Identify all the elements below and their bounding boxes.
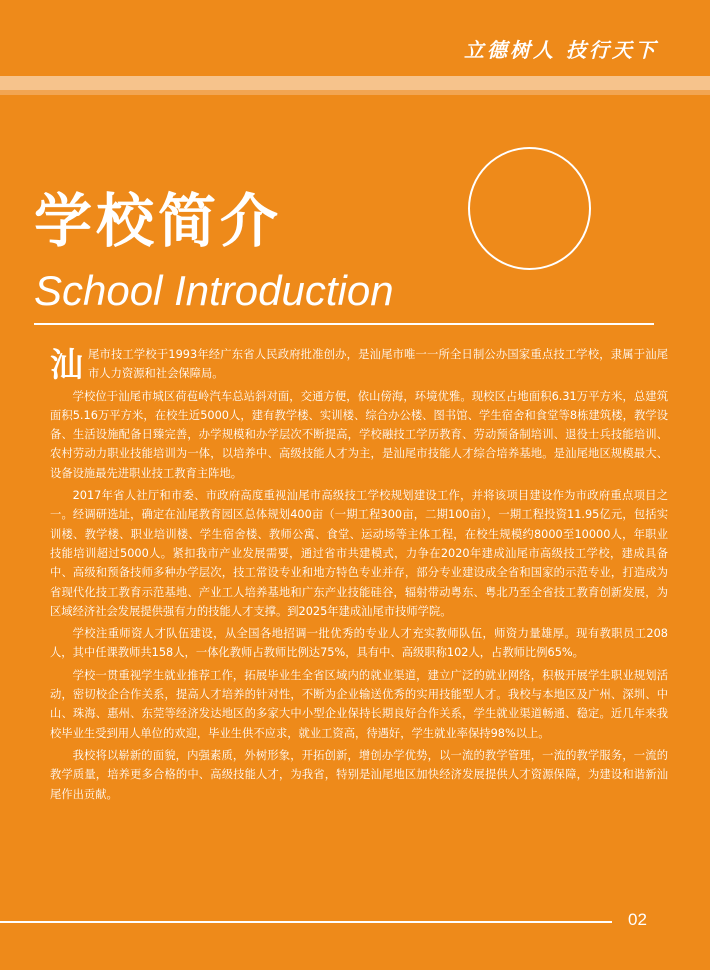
- paragraph-intro: [50, 345, 668, 384]
- paragraph-faculty: 学校注重师资人才队伍建设，从全国各地招调一批优秀的专业人才充实教师队伍，师资力量雄厚。现有教职员工208人，其中任课教师共158人，一体化教师占教师比例达75%，具有中、高级职称102人，占教师比例65%。: [50, 627, 668, 660]
- page-number: 02: [628, 910, 647, 929]
- decorative-circle: [468, 147, 591, 270]
- article-body: [50, 345, 668, 807]
- title-divider: [34, 323, 654, 325]
- header-band-shadow: [0, 90, 710, 95]
- paragraph-employment: 学校一贯重视学生就业推荐工作，拓展毕业生全省区域内的就业渠道，建立广泛的就业网络，积极开展学生职业规划活动，密切校企合作关系，提高人才培养的针对性，不断为企业输送优秀的实用技能型人才。我校与本地区及广州、深圳、中山、珠海、惠州、东莞等经济发达地区的多家大中小型企业保持长期良好合作关系，学生就业渠道畅通、稳定。近几年来我校毕业生受到用人单位的欢迎，毕业生供不应求，就业工资高，待遇好，学生就业率保持98%以上。: [50, 668, 668, 740]
- paragraph-campus: 学校位于汕尾市城区荷苞岭汽车总站斜对面，交通方便，依山傍海，环境优雅。现校区占地面积6.31万平方米，总建筑面积5.16万平方米，在校生近5000人，建有教学楼、实训楼、综合办公楼、图书馆、学生宿舍和食堂等8栋建筑楼，教学设备、生活设施配备日臻完善，办学规模和办学层次不断提高，学校融技工学历教育、劳动预备制培训、退役士兵技能培训、农村劳动力职业技能培训为一体，以培养中、高级技能人才为主，是汕尾市技能人才综合培养基地。是汕尾地区规模最大、设备设施最先进职业技工教育主阵地。: [50, 389, 668, 480]
- school-motto: 立德树人 技行天下: [464, 38, 658, 62]
- paragraph-plan: 2017年省人社厅和市委、市政府高度重视汕尾市高级技工学校规划建设工作，并将该项目建设作为市政府重点项目之一。经调研选址，确定在汕尾教育园区总体规划400亩（一期工程300亩，二期100亩），一期工程投资11.95亿元，包括实训楼、教学楼、职业培训楼、学生宿舍楼、教师公寓、食堂、运动场等主体工程，在校生规模约8000至10000人，年职业技能培训超过5000人。紧扣我市产业发展需要，通过省市共建模式，力争在2020年建成汕尾市高级技工学校，建成具备中、高级和预备技师多种办学层次，技工常设专业和地方特色专业并存，部分专业建设成全省和国家的示范专业，打造成为省现代化技工教育示范基地、产业工人培养基地和广东产业技能硅谷，辐射带动粤东、粤北乃至全省技工教育创新发展，为区域经济社会发展提供强有力的技能人才支撑。到2025年建成汕尾市技师学院。: [50, 489, 668, 618]
- page-subtitle-english: School Introduction: [34, 267, 394, 314]
- paragraph-text: 尾市技工学校于1993年经广东省人民政府批准创办，是汕尾市唯一一所全日制公办国家重点技工学校，隶属于汕尾市人力资源和社会保障局。: [88, 348, 668, 381]
- footer-divider: [0, 921, 612, 923]
- paragraph-outlook: 我校将以崭新的面貌，内强素质，外树形象，开拓创新，增创办学优势，以一流的教学管理，一流的教学服务，一流的教学质量，培养更多合格的中、高级技能人才，为我省，特别是汕尾地区加快经济发展提供人才资源保障，为建设和谐新汕尾作出贡献。: [50, 748, 668, 801]
- page-title: 学校简介: [34, 187, 283, 255]
- drop-cap: 汕: [50, 345, 83, 384]
- header-band: [0, 76, 710, 90]
